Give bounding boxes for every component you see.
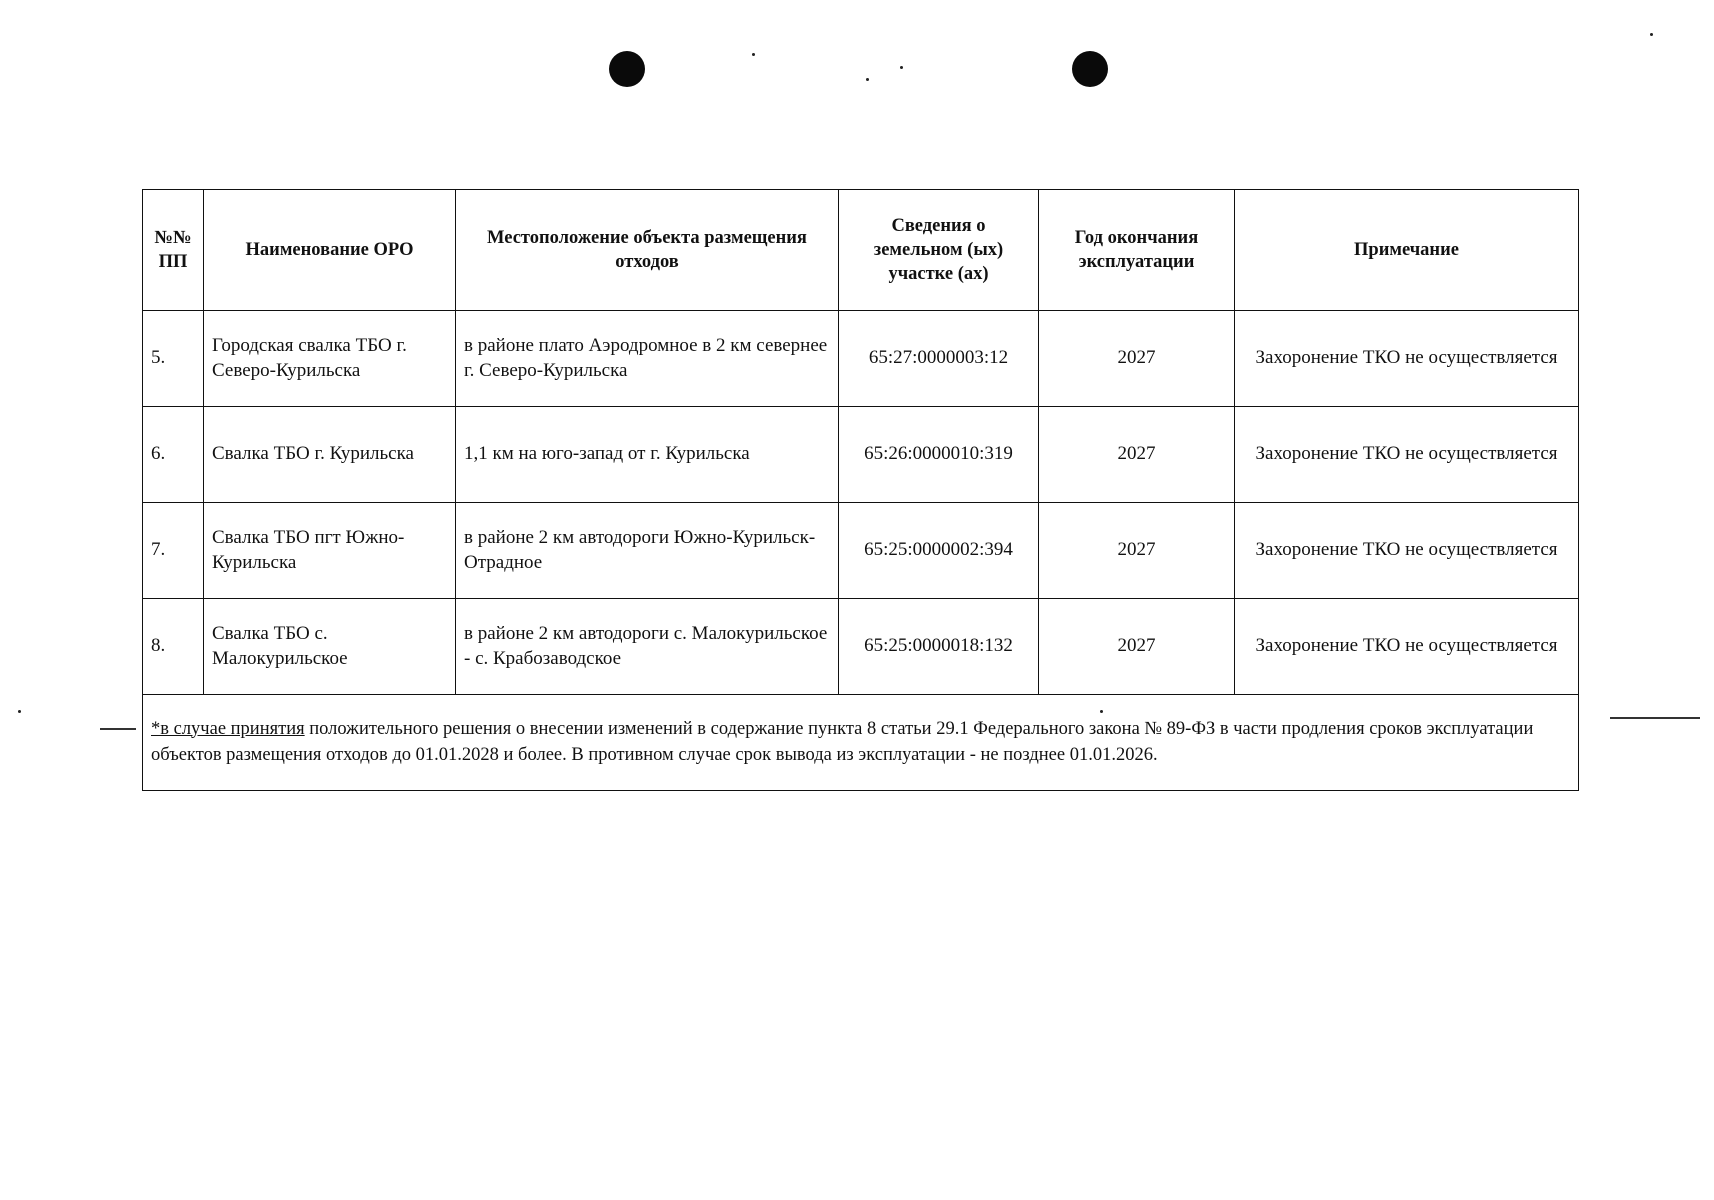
row-number: 7.: [143, 503, 204, 599]
row-number: 5.: [143, 311, 204, 407]
row-number: 8.: [143, 599, 204, 695]
row-name: Свалка ТБО пгт Южно-Курильска: [204, 503, 456, 599]
header-note: Примечание: [1235, 190, 1579, 311]
row-note: Захоронение ТКО не осуществляется: [1235, 503, 1579, 599]
scan-speck: [18, 710, 21, 713]
punch-hole-right: [1072, 51, 1108, 87]
row-number: 6.: [143, 407, 204, 503]
footnote-cell: [143, 695, 1579, 791]
oro-table-container: [142, 189, 1578, 791]
row-location: 1,1 км на юго-запад от г. Курильска: [456, 407, 839, 503]
row-cadastral: 65:26:0000010:319: [839, 407, 1039, 503]
row-cadastral: 65:25:0000002:394: [839, 503, 1039, 599]
header-number: №№ ПП: [143, 190, 204, 311]
header-location: Местоположение объекта размещения отходов: [456, 190, 839, 311]
row-location: в районе плато Аэродромное в 2 км севернее г. Северо-Курильска: [456, 311, 839, 407]
scan-mark-right: [1610, 717, 1700, 719]
footnote-row: [143, 695, 1579, 791]
row-note: Захоронение ТКО не осуществляется: [1235, 407, 1579, 503]
table-row: [143, 407, 1579, 503]
scan-speck: [752, 53, 755, 56]
row-year: 2027: [1039, 407, 1235, 503]
punch-hole-left: [609, 51, 645, 87]
table-row: [143, 311, 1579, 407]
scan-speck: [900, 66, 903, 69]
scan-mark-left: [100, 728, 136, 730]
scan-speck: [866, 78, 869, 81]
row-location: в районе 2 км автодороги Южно-Курильск- Отрадное: [456, 503, 839, 599]
oro-table: [142, 189, 1579, 791]
row-cadastral: 65:27:0000003:12: [839, 311, 1039, 407]
row-name: Свалка ТБО г. Курильска: [204, 407, 456, 503]
footnote-lead: *в случае принятия: [151, 718, 305, 739]
row-year: 2027: [1039, 503, 1235, 599]
header-end-year: Год окончания эксплуатации: [1039, 190, 1235, 311]
table-header-row: [143, 190, 1579, 311]
row-name: Свалка ТБО с. Малокурильское: [204, 599, 456, 695]
scan-speck: [1650, 33, 1653, 36]
table-row: [143, 503, 1579, 599]
header-land-plot: Сведения о земельном (ых) участке (ах): [839, 190, 1039, 311]
row-note: Захоронение ТКО не осуществляется: [1235, 599, 1579, 695]
row-name: Городская свалка ТБО г. Северо-Курильска: [204, 311, 456, 407]
row-year: 2027: [1039, 599, 1235, 695]
row-note: Захоронение ТКО не осуществляется: [1235, 311, 1579, 407]
row-cadastral: 65:25:0000018:132: [839, 599, 1039, 695]
header-name: Наименование ОРО: [204, 190, 456, 311]
table-row: [143, 599, 1579, 695]
row-location: в районе 2 км автодороги с. Малокурильское - с. Крабозаводское: [456, 599, 839, 695]
row-year: 2027: [1039, 311, 1235, 407]
footnote-text: положительного решения о внесении изменений в содержание пункта 8 статьи 29.1 Федерального закона № 89-ФЗ в части продления сроков эксплуатации объектов размещения отходов до 01.01.2028 и более. В противном случае срок вывода из эксплуатации - не позднее 01.01.2026.: [151, 718, 1534, 765]
